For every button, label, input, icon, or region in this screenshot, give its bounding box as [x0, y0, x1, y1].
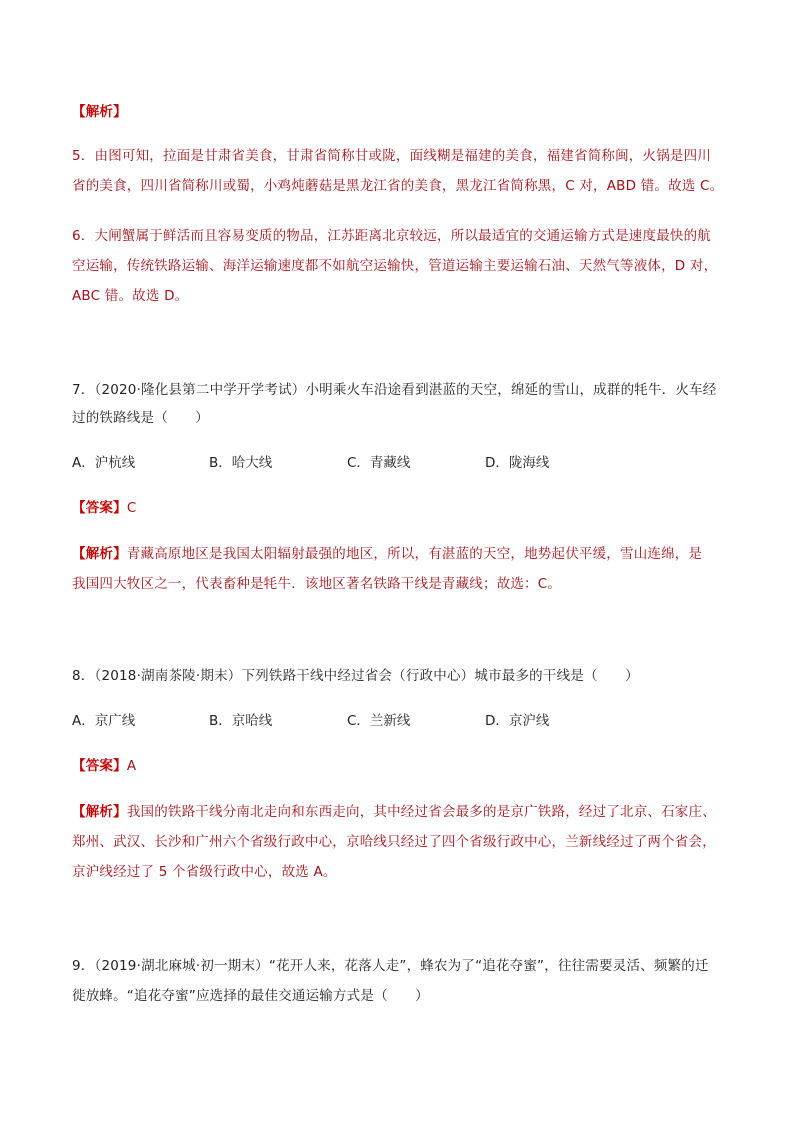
q9-stem-line-2: 徙放蜂。“追花夺蜜”应选择的最佳交通运输方式是（ ）: [72, 988, 429, 1004]
q8-analysis-text-1: 我国的铁路干线分南北走向和东西走向，其中经过省会最多的是京广铁路，经过了北京、石家庄、: [126, 804, 716, 820]
q7-answer-value: C: [126, 500, 137, 516]
q8-analysis-tag: 【解析】: [72, 804, 127, 820]
q7-stem-line-1: 7．（2020·隆化县第二中学开学考试）小明乘火车沿途看到湛蓝的天空，绵延的雪山，成群的牦牛．火车经: [72, 382, 717, 398]
q8-analysis-line-3: 京沪线经过了 5 个省级行政中心，故选 A。: [72, 864, 337, 880]
q8-analysis-line-1: [72, 802, 732, 822]
q5-analysis-line-1: 5．由图可知，拉面是甘肃省美食，甘肃省简称甘或陇，面线糊是福建的美食，福建省简称闽，火锅是四川: [72, 148, 711, 164]
q7-option-c: C．青藏线: [347, 455, 411, 471]
q8-answer-value: A: [126, 758, 137, 774]
q7-option-d: D．陇海线: [485, 455, 550, 471]
q8-option-b: B．京哈线: [209, 713, 273, 729]
q7-answer-tag: 【答案】: [72, 500, 127, 516]
q8-stem-line-1: 8．（2018·湖南茶陵·期末）下列铁路干线中经过省会（行政中心）城市最多的干线是（ ）: [72, 668, 639, 684]
q8-option-d: D．京沪线: [485, 713, 550, 729]
q8-answer: [72, 756, 732, 776]
q6-analysis-line-1: 6．大闸蟹属于鲜活而且容易变质的物品，江苏距离北京较远，所以最适宜的交通运输方式是速度最快的航: [72, 228, 711, 244]
q7-analysis-tag: 【解析】: [72, 546, 127, 562]
q5-analysis-line-2: 省的美食，四川省简称川或蜀，小鸡炖蘑菇是黑龙江省的美食，黑龙江省简称黑，C 对，ABD 错。故选 C。: [72, 178, 724, 194]
q6-analysis-line-2: 空运输，传统铁路运输、海洋运输速度都不如航空运输快，管道运输主要运输石油、天然气等液体，D 对，: [72, 258, 718, 274]
q7-analysis-line-1: [72, 544, 732, 564]
q8-option-c: C．兰新线: [347, 713, 411, 729]
q8-option-a: A．京广线: [72, 713, 136, 729]
q8-analysis-line-2: 郑州、武汉、长沙和广州六个省级行政中心，京哈线只经过了四个省级行政中心，兰新线经过了两个省会，: [72, 834, 716, 850]
q9-stem-line-1: 9．（2019·湖北麻城·初一期末）“花开人来，花落人走”，蜂农为了“追花夺蜜”，往往需要灵活、频繁的迁: [72, 958, 709, 974]
q7-option-a: A．沪杭线: [72, 455, 136, 471]
q7-stem-line-2: 过的铁路线是（ ）: [72, 410, 209, 426]
q7-option-b: B．哈大线: [209, 455, 273, 471]
q7-analysis-text-1: 青藏高原地区是我国太阳辐射最强的地区，所以，有湛蓝的天空，地势起伏平缓，雪山连绵，是: [126, 546, 703, 562]
analysis-heading: 【解析】: [72, 104, 127, 120]
q6-analysis-line-3: ABC 错。故选 D。: [72, 288, 189, 304]
q7-answer: [72, 498, 732, 518]
q8-answer-tag: 【答案】: [72, 758, 127, 774]
q7-analysis-line-2: 我国四大牧区之一，代表畜种是牦牛．该地区著名铁路干线是青藏线；故选：C。: [72, 576, 562, 592]
